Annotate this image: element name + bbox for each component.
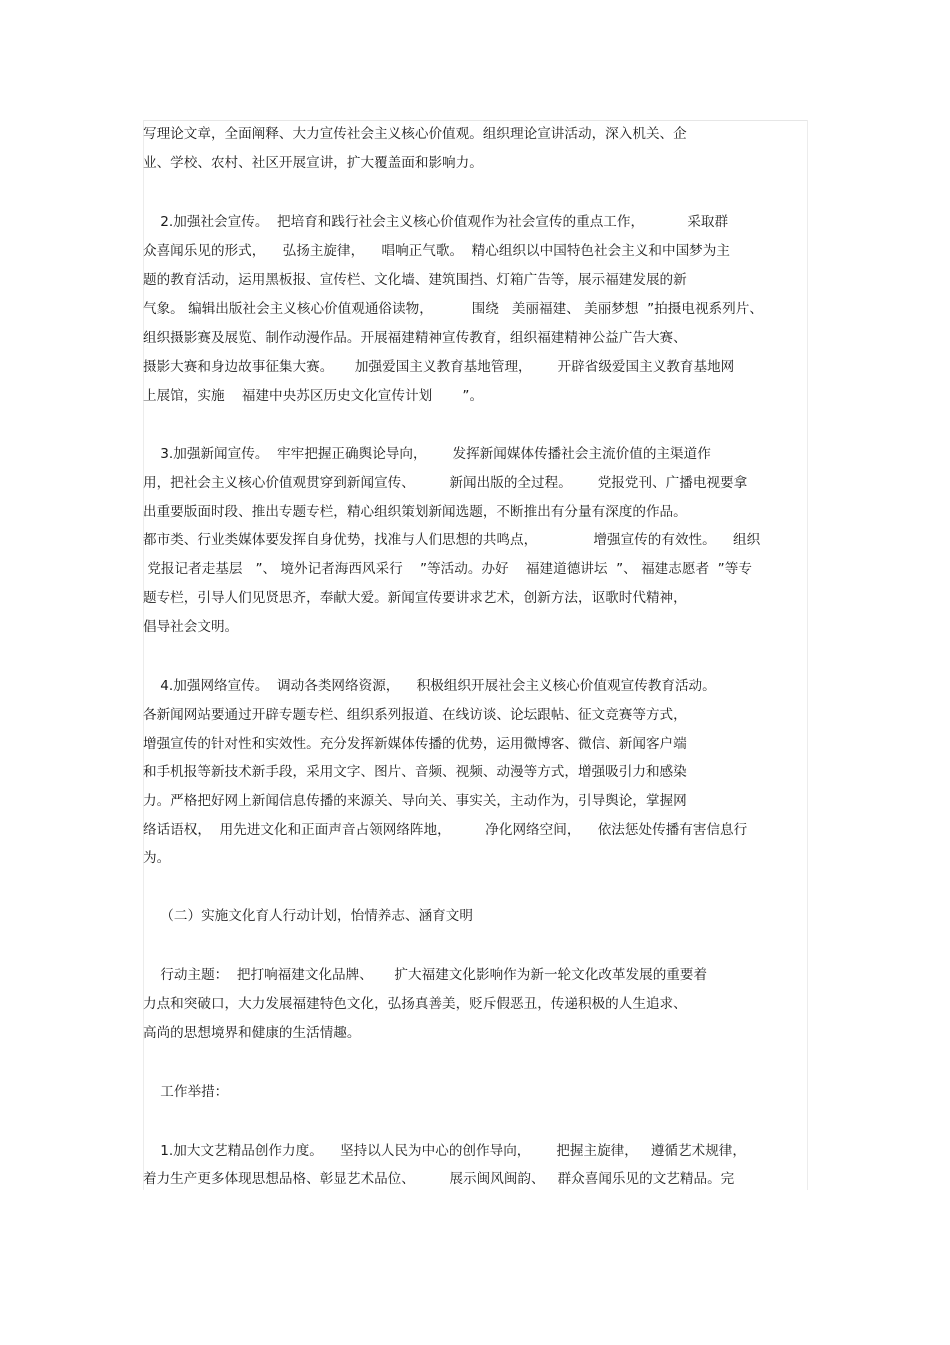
body-text-line: 高尚的思想境界和健康的生活情趣。 [143,1025,361,1041]
body-text-line: 增强宣传的针对性和实效性。充分发挥新媒体传播的优势，运用微博客、微信、新闻客户端 [143,736,687,752]
body-text-line: 写理论文章，全面阐释、大力宣传社会主义核心价值观。组织理论宣讲活动，深入机关、企 [143,126,687,142]
body-text-line: 摄影大赛和身边故事征集大赛。 加强爱国主义教育基地管理， 开辟省级爱国主义教育基地网 [143,359,735,375]
paragraph-heading-line: 2.加强社会宣传。 把培育和践行社会主义核心价值观作为社会宣传的重点工作， 采取群 [143,214,729,230]
paragraph-heading-line: 3.加强新闻宣传。 牢牢把握正确舆论导向， 发挥新闻媒体传播社会主流价值的主渠道作 [143,446,711,462]
paragraph-heading-line: 4.加强网络宣传。 调动各类网络资源， 积极组织开展社会主义核心价值观宣传教育活动。 [143,678,716,694]
body-text-line: 着力生产更多体现思想品格、彰显艺术品位、 展示闽风闽韵、 群众喜闻乐见的文艺精品。完 [143,1171,735,1187]
page-frame-top [143,120,808,121]
paragraph-heading-line: 工作举措： [143,1084,229,1100]
paragraph-heading-line: 1.加大文艺精品创作力度。 坚持以人民为中心的创作导向， 把握主旋律， 遵循艺术规律， [143,1143,746,1159]
body-text-line: 上展馆，实施 福建中央苏区历史文化宣传计划 ”。 [143,388,484,404]
body-text-line: 题专栏，引导人们见贤思齐，奉献大爱。新闻宣传要讲求艺术，创新方法，讴歌时代精神， [143,590,687,606]
body-text-line: 各新闻网站要通过开辟专题专栏、组织系列报道、在线访谈、论坛跟帖、征文竞赛等方式， [143,707,687,723]
body-text-line: 都市类、行业类媒体要发挥自身优势，找准与人们思想的共鸣点， 增强宣传的有效性。 组织 [143,532,761,548]
paragraph-heading-line: 行动主题： 把打响福建文化品牌、 扩大福建文化影响作为新一轮文化改革发展的重要着 [143,967,708,983]
body-text-line: 业、学校、农村、社区开展宣讲，扩大覆盖面和影响力。 [143,155,483,171]
body-text-line: 出重要版面时段、推出专题专栏，精心组织策划新闻选题，不断推出有分量有深度的作品。 [143,504,687,520]
body-text-line: 络话语权， 用先进文化和正面声音占领网络阵地， 净化网络空间， 依法惩处传播有害信息行 [143,822,748,838]
body-text-line: 为。 [143,850,171,866]
body-text-line: 力点和突破口，大力发展福建特色文化，弘扬真善美，贬斥假恶丑，传递积极的人生追求、 [143,996,687,1012]
body-text-line: 气象。 编辑出版社会主义核心价值观通俗读物， 围绕 美丽福建、 美丽梦想 ”拍摄电视系列片、 [143,301,763,317]
body-text-line: 组织摄影赛及展览、制作动漫作品。开展福建精神宣传教育，组织福建精神公益广告大赛、 [143,330,687,346]
body-text-line: 力。严格把好网上新闻信息传播的来源关、导向关、事实关，主动作为，引导舆论，掌握网 [143,793,687,809]
body-text-line: 题的教育活动，运用黑板报、宣传栏、文化墙、建筑围挡、灯箱广告等，展示福建发展的新 [143,272,687,288]
body-text-line: 用，把社会主义核心价值观贯穿到新闻宣传、 新闻出版的全过程。 党报党刊、广播电视要拿 [143,475,748,491]
body-text-line: 党报记者走基层 ”、 境外记者海西风采行 ”等活动。办好 福建道德讲坛 ”、 福建志愿者 ”等专 [143,561,752,577]
section-heading: （二）实施文化育人行动计划，怡情养志、涵育文明 [143,908,473,924]
body-text-line: 和手机报等新技术新手段，采用文字、图片、音频、视频、动漫等方式，增强吸引力和感染 [143,764,687,780]
body-text-line: 众喜闻乐见的形式， 弘扬主旋律， 唱响正气歌。 精心组织以中国特色社会主义和中国梦为主 [143,243,730,259]
page-frame-right [807,120,808,1190]
body-text-line: 倡导社会文明。 [143,619,239,635]
